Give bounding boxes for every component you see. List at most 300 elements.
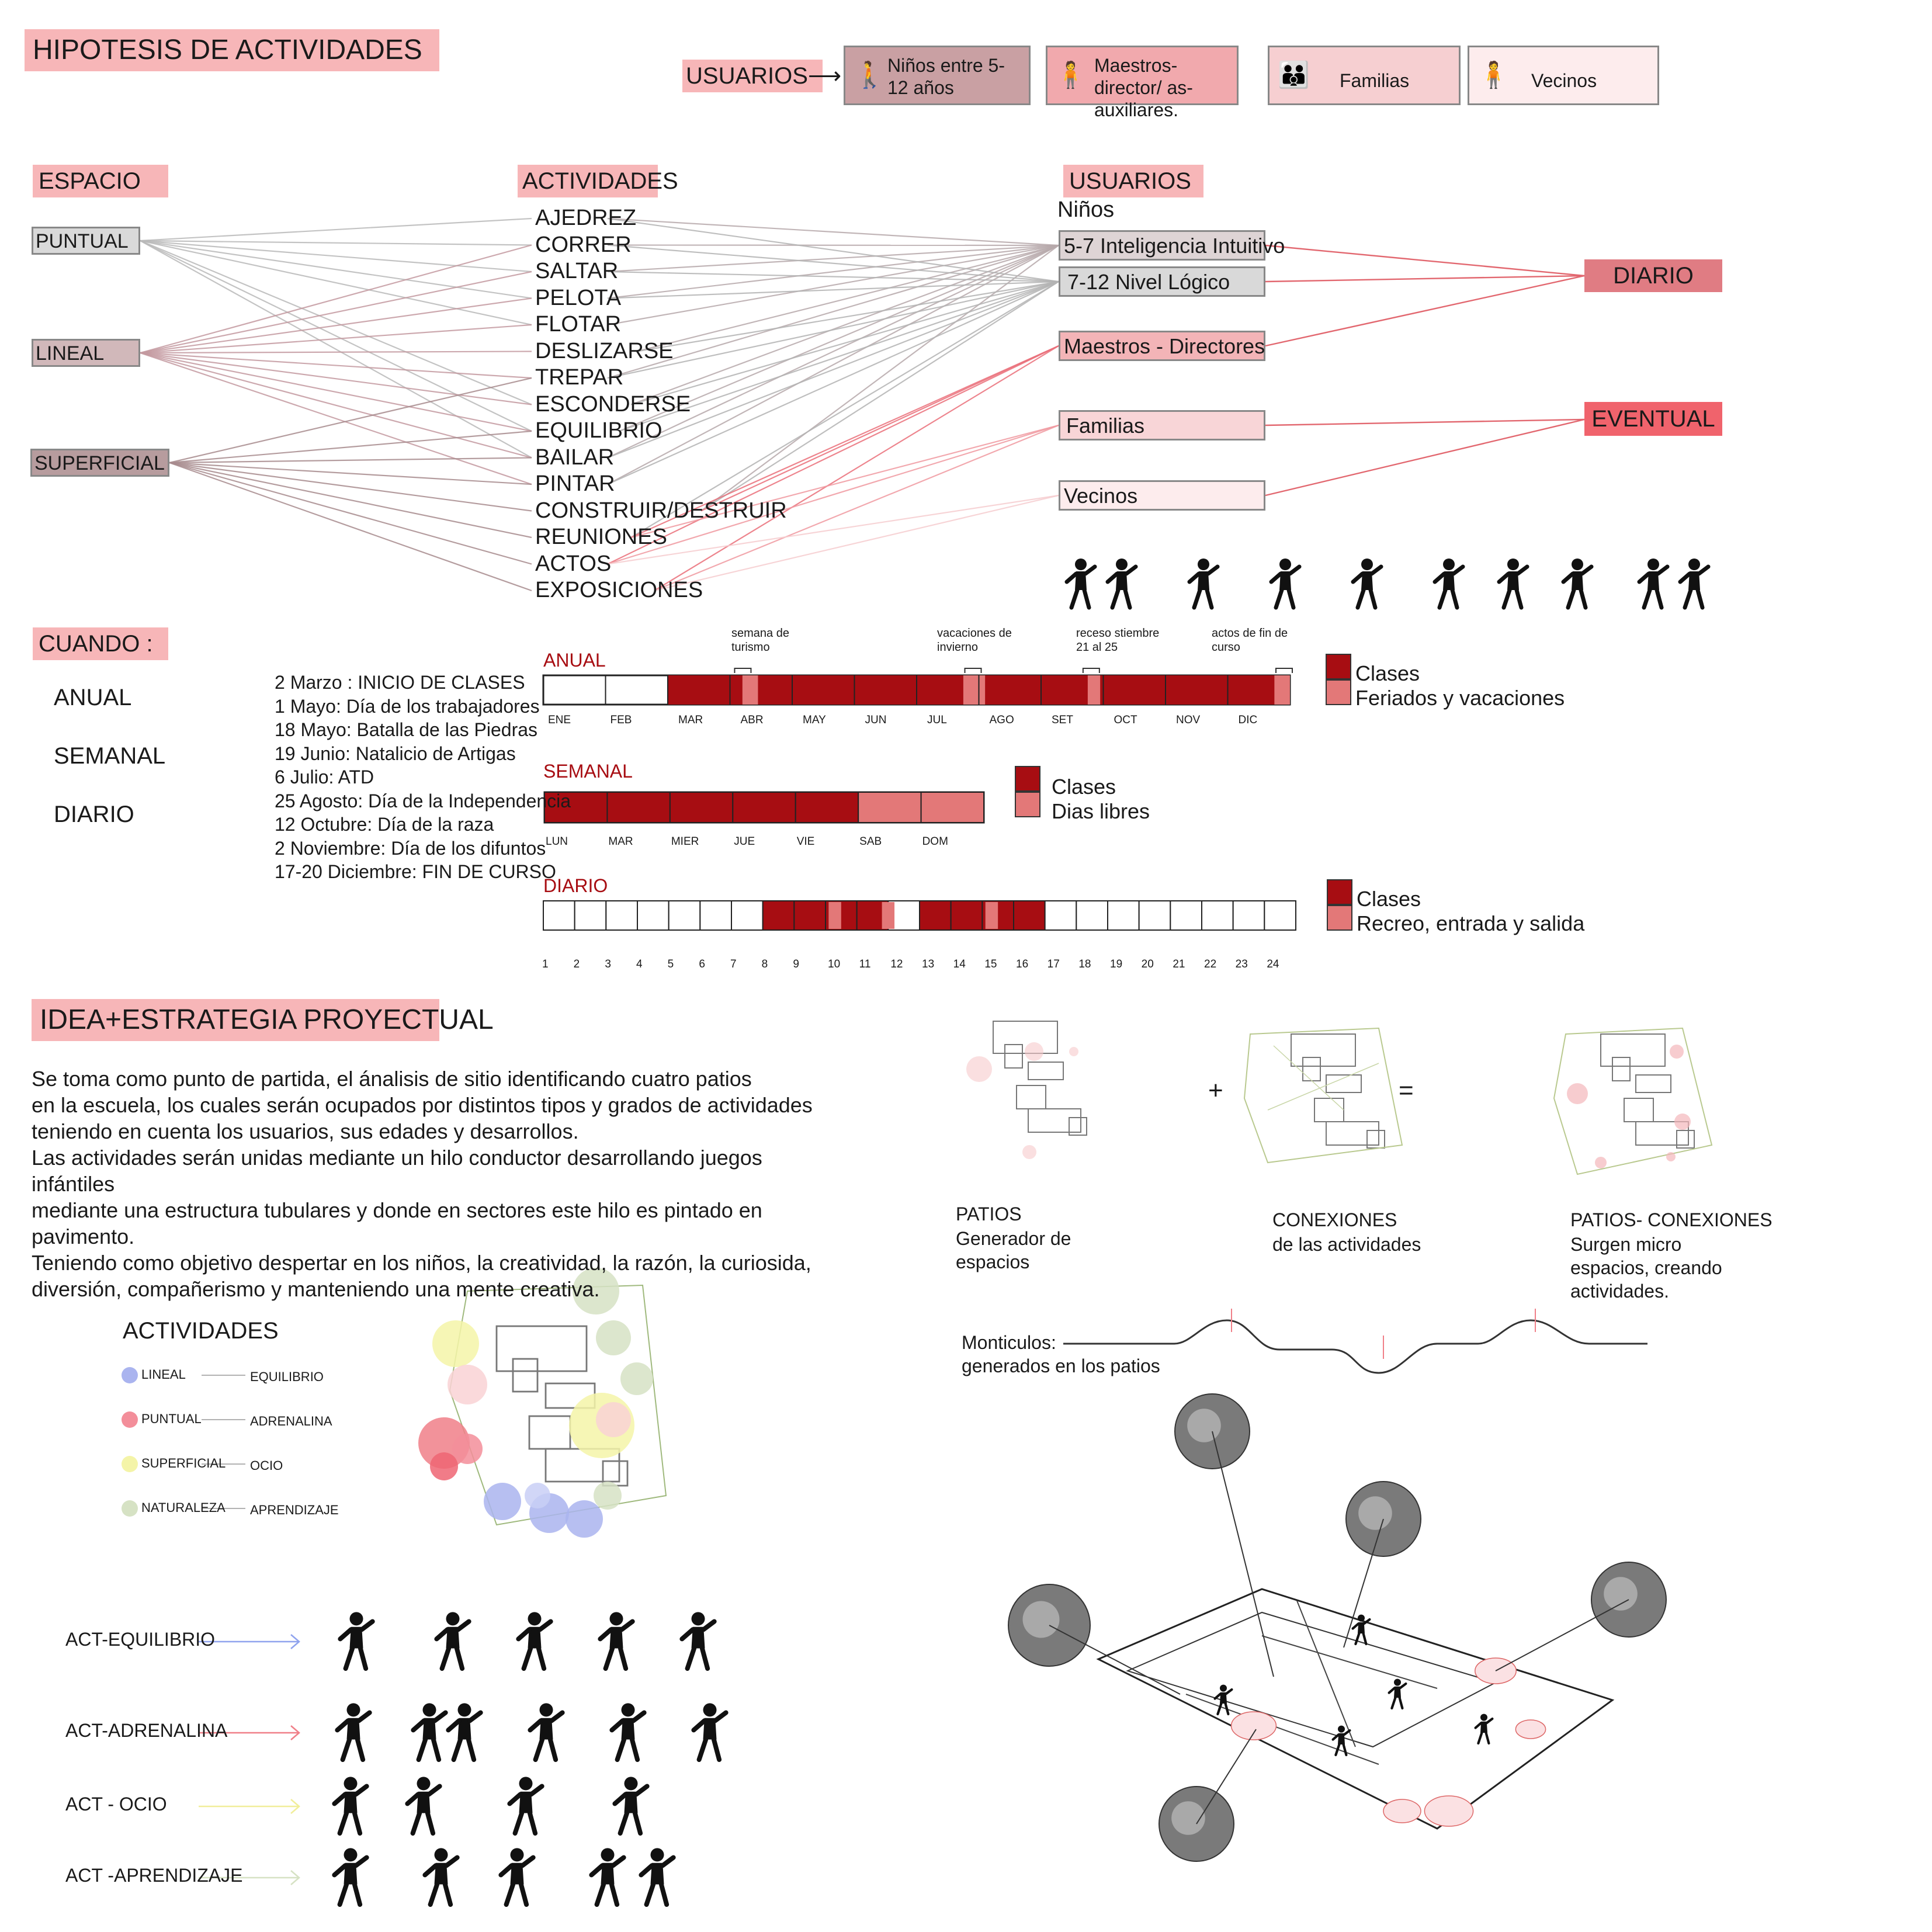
weekday-cell (733, 792, 795, 823)
activity-user-link (631, 282, 1059, 405)
act-row-label: ACT-ADRENALINA (65, 1720, 228, 1741)
legend-dot-puntual (122, 1411, 138, 1428)
user-frequency-link (1265, 419, 1584, 425)
head (1116, 559, 1128, 570)
usuario-5-7: 5-7 Inteligencia Intuitivo (1059, 230, 1265, 261)
child-silhouette-icon (641, 1848, 673, 1905)
annual-holiday (743, 675, 758, 705)
head (1279, 559, 1291, 570)
child-silhouette-icon (448, 1703, 480, 1760)
head (610, 1612, 623, 1625)
head (601, 1848, 615, 1861)
hour-cell (637, 901, 669, 930)
activity-user-link (608, 218, 1059, 245)
photo-detail (1187, 1409, 1221, 1442)
head (1220, 1685, 1227, 1692)
child-silhouette-icon (436, 1612, 469, 1669)
head (1480, 1714, 1487, 1721)
plus-operator: + (1208, 1076, 1223, 1105)
hour-cell (920, 901, 951, 930)
child-silhouette-icon (591, 1848, 623, 1905)
child-silhouette-icon (334, 1777, 366, 1833)
head (528, 1612, 542, 1625)
user-type-label: Maestros-director/ as-auxiliares. (1094, 55, 1193, 120)
diario-chart-label: DIARIO (543, 875, 608, 896)
head (347, 1703, 360, 1716)
activities-legend-title: ACTIVIDADES (123, 1318, 279, 1344)
activity-item: CONSTRUIR/DESTRUIR (535, 498, 787, 523)
date-item: 18 Mayo: Batalla de las Piedras (275, 719, 538, 740)
child-silhouette-icon (1435, 559, 1463, 608)
month-label: DIC (1238, 714, 1258, 726)
weekday-label: SAB (859, 835, 882, 848)
legend-swatch-feriados (1326, 680, 1351, 705)
head (423, 1703, 436, 1716)
weekday-label: VIE (796, 835, 815, 848)
head (692, 1612, 705, 1625)
child-silhouette-icon (1680, 559, 1708, 608)
child-silhouette-icon (501, 1848, 533, 1905)
activity-item: AJEDREZ (535, 206, 637, 230)
building (1636, 1075, 1671, 1092)
user-frequency-link (1265, 419, 1584, 495)
head (458, 1703, 471, 1716)
date-item: 6 Julio: ATD (275, 766, 374, 788)
paragraph-line: en la escuela, los cuales serán ocupados por distintos tipos y grados de actividades (32, 1093, 813, 1117)
hour-label: 9 (793, 958, 799, 970)
usuario-7-12: 7-12 Nivel Lógico (1059, 266, 1265, 297)
hour-label: 3 (605, 958, 611, 970)
month-label: JUL (927, 714, 947, 726)
building (1028, 1062, 1063, 1080)
hour-label: 10 (828, 958, 841, 970)
date-item: 19 Junio: Natalicio de Artigas (275, 743, 516, 764)
hour-label: 6 (699, 958, 705, 970)
photo-detail (1358, 1496, 1392, 1530)
legend-meaning: APRENDIZAJE (250, 1503, 339, 1517)
date-item: 1 Mayo: Día de los trabajadores (275, 695, 540, 717)
child-silhouette-icon (1108, 559, 1136, 608)
building (1005, 1045, 1022, 1068)
patio-circle (1666, 1152, 1676, 1161)
head (1198, 559, 1209, 570)
head (344, 1848, 358, 1861)
activity-user-link (608, 282, 1059, 458)
activity-item: PELOTA (535, 285, 622, 310)
building (1326, 1122, 1379, 1145)
legend-meaning: OCIO (250, 1458, 283, 1473)
recess-block (986, 902, 998, 929)
building (497, 1326, 587, 1371)
espacio-puntual: PUNTUAL (32, 227, 140, 255)
paragraph-line: Las actividades serán unidas mediante un hilo conductor desarrollando juegos infántiles (32, 1146, 762, 1196)
legend-type: PUNTUAL (141, 1411, 202, 1426)
annual-calendar-bar (543, 654, 1351, 705)
espacio-activity-link (140, 241, 532, 405)
patio-ellipse (1515, 1720, 1545, 1739)
head (519, 1777, 533, 1790)
head (651, 1848, 664, 1861)
building (1303, 1057, 1320, 1081)
semanal-chart-label: SEMANAL (543, 761, 633, 782)
recess-block (828, 902, 841, 929)
act-row-label: ACT - OCIO (65, 1794, 167, 1815)
act-row-label: ACT -APRENDIZAJE (65, 1865, 243, 1886)
head (435, 1848, 448, 1861)
paragraph-line: Se toma como punto de partida, el ánalisis de sitio identificando cuatro patios (32, 1067, 752, 1091)
hour-label: 18 (1078, 958, 1091, 970)
weekday-label: LUN (546, 835, 568, 848)
anual-chart-label: ANUAL (543, 650, 606, 671)
child-silhouette-icon (340, 1612, 372, 1669)
patio-circle (1674, 1114, 1691, 1130)
recess-block (882, 902, 894, 929)
annotation-bracket (1083, 668, 1099, 673)
hour-cell (1264, 901, 1296, 930)
espacio-activity-link (140, 352, 532, 353)
head (417, 1777, 431, 1790)
weekday-label: JUE (734, 835, 755, 848)
hour-label: 23 (1235, 958, 1248, 970)
weekday-label: MIER (671, 835, 699, 848)
activity-item: SALTAR (535, 259, 619, 283)
annotation-bracket (734, 668, 751, 673)
caption-sub: de las actividades (1272, 1234, 1421, 1255)
activity-user-link (608, 245, 1059, 325)
child-silhouette-icon (1639, 559, 1667, 608)
paragraph-line: Teniendo como objetivo despertar en los niños, la creatividad, la razón, la curiosida, (32, 1251, 811, 1275)
month-label: NOV (1176, 714, 1201, 726)
month-label: ABR (740, 714, 764, 726)
paragraph-line: teniendo en cuenta los usuarios, sus edades y desarrollos. (32, 1119, 579, 1143)
activity-item: EQUILIBRIO (535, 418, 663, 443)
plan-outline (450, 1285, 666, 1525)
activity-item: CORRER (535, 232, 632, 257)
child-silhouette-icon (407, 1777, 439, 1833)
activity-item: ACTOS (535, 551, 612, 576)
activity-circle (566, 1500, 603, 1538)
legend-diario-clases: Clases (1357, 887, 1421, 911)
monticulos-title: Monticulos: (962, 1332, 1056, 1353)
connections-plan (1291, 1034, 1385, 1148)
legend-semanal-clases: Clases (1052, 775, 1116, 799)
legend-swatch-clases (1326, 654, 1351, 679)
axonometric-plan (1008, 1394, 1666, 1861)
hour-label: 8 (761, 958, 768, 970)
building (1314, 1098, 1344, 1122)
child-silhouette-icon (682, 1612, 714, 1669)
activity-circle (448, 1365, 487, 1404)
head (625, 1777, 638, 1790)
period-diario: DIARIO (54, 802, 134, 827)
building (529, 1416, 570, 1449)
plan-child-icon (1476, 1714, 1493, 1743)
month-label: AGO (989, 714, 1014, 726)
legend-meaning: ADRENALINA (250, 1414, 332, 1428)
monticulos-sub: generados en los patios (962, 1355, 1160, 1376)
espacio-title: ESPACIO (33, 165, 168, 197)
espacio-activity-link (140, 241, 532, 245)
daily-calendar-bar (543, 880, 1352, 930)
annual-holiday (1274, 675, 1290, 705)
child-silhouette-icon (1499, 559, 1527, 608)
date-item: 12 Octubre: Día de la raza (275, 814, 494, 835)
teacher-figure-icon: 🧍 (1055, 61, 1087, 89)
patio-ellipse (1424, 1796, 1473, 1826)
child-silhouette-icon (518, 1612, 550, 1669)
child-silhouette-icon (425, 1848, 457, 1905)
paragraph-line: mediante una estructura tubulares y donde en sectores este hilo es pintado en pavimento. (32, 1198, 762, 1248)
month-label: MAR (678, 714, 703, 726)
date-item: 2 Marzo : INICIO DE CLASES (275, 672, 525, 693)
activity-item: TREPAR (535, 365, 624, 390)
activity-circle (430, 1452, 458, 1480)
activity-user-link (637, 245, 1059, 352)
hour-label: 19 (1110, 958, 1123, 970)
usuario-vecinos: Vecinos (1059, 480, 1265, 511)
activity-user-link (608, 346, 1059, 564)
hour-label: 1 (542, 958, 549, 970)
caption-title: CONEXIONES (1272, 1209, 1397, 1230)
patio-circle (1670, 1045, 1684, 1059)
annotation-bracket (965, 668, 981, 673)
hour-cell (1202, 901, 1233, 930)
espacio-activity-link (169, 463, 532, 564)
head (1688, 559, 1700, 570)
head (1358, 1615, 1365, 1622)
head (540, 1703, 553, 1716)
patio-circle (1025, 1042, 1043, 1061)
relation-lines (140, 218, 1584, 591)
head (1443, 559, 1455, 570)
month-label: OCT (1114, 714, 1137, 726)
cuando-title: CUANDO : (33, 627, 168, 660)
activity-user-link (637, 282, 1059, 352)
activity-item: ESCONDERSE (535, 391, 691, 417)
caption-title: PATIOS (956, 1203, 1022, 1225)
equals-operator: = (1399, 1076, 1414, 1105)
hour-label: 16 (1016, 958, 1029, 970)
weekday-cell (670, 792, 733, 823)
date-item: 17-20 Diciembre: FIN DE CURSO (275, 861, 556, 882)
activity-item: DESLIZARSE (535, 338, 674, 363)
actividades-title: ACTIVIDADES (518, 165, 658, 197)
child-silhouette-icon (1189, 559, 1218, 608)
legend-anual-clases: Clases (1355, 661, 1420, 685)
hour-label: 14 (953, 958, 966, 970)
activity-circle (432, 1320, 479, 1367)
activity-circle (594, 1482, 622, 1510)
activity-item: FLOTAR (535, 312, 622, 337)
hour-label: 12 (890, 958, 903, 970)
head (1361, 559, 1373, 570)
month-label: JUN (865, 714, 887, 726)
hour-label: 5 (667, 958, 674, 970)
activity-item: BAILAR (535, 445, 615, 470)
head (350, 1612, 363, 1625)
patio-circle (966, 1056, 992, 1082)
weekday-cell (796, 792, 858, 823)
head (703, 1703, 717, 1716)
photo-detail (1023, 1601, 1060, 1638)
plan-child-icon (1389, 1679, 1406, 1708)
user-type-familias (1268, 46, 1461, 105)
building (1028, 1109, 1081, 1132)
head (1572, 559, 1583, 570)
idea-paragraph (32, 1066, 849, 1302)
patio-circle (1069, 1047, 1078, 1056)
legend-type: SUPERFICIAL (141, 1456, 226, 1470)
child-silhouette-icon (334, 1848, 366, 1905)
user-frequency-link (1265, 276, 1584, 346)
date-item: 2 Noviembre: Día de los difuntos (275, 837, 546, 859)
page-title: HIPOTESIS DE ACTIVIDADES (25, 29, 439, 71)
hour-cell (731, 901, 763, 930)
activity-user-link (608, 245, 1059, 246)
activity-user-link (631, 245, 1059, 405)
head (511, 1848, 524, 1861)
activity-circle (620, 1362, 653, 1395)
hour-label: 22 (1204, 958, 1217, 970)
hour-cell (1233, 901, 1265, 930)
hour-cell (1170, 901, 1202, 930)
connection-threads (1268, 1046, 1379, 1110)
child-silhouette-icon (693, 1703, 726, 1760)
building (513, 1359, 537, 1392)
legend-meaning: EQUILIBRIO (250, 1369, 324, 1384)
family-figure-icon: 👪 (1278, 61, 1310, 89)
activity-user-link (701, 282, 1059, 511)
user-type-label: Familias (1340, 70, 1410, 91)
frecuencia-eventual: EVENTUAL (1584, 402, 1722, 436)
usuarios-label: USUARIOS⟶ (682, 60, 823, 92)
child-silhouette-icon (1271, 559, 1299, 608)
hour-label: 21 (1173, 958, 1185, 970)
child-silhouette-icon (337, 1703, 369, 1760)
patio-ellipse (1383, 1799, 1421, 1823)
activity-user-link (608, 245, 1059, 272)
activity-item: EXPOSICIONES (535, 578, 703, 602)
courtyard-outline (1128, 1612, 1496, 1747)
patio-circle (1567, 1083, 1588, 1104)
month-label: FEB (610, 714, 632, 726)
hour-cell (669, 901, 700, 930)
child-silhouette-icon (509, 1777, 542, 1833)
annual-holiday (1088, 675, 1100, 705)
hour-cell (1076, 901, 1108, 930)
user-type-label: Vecinos (1531, 70, 1597, 91)
period-semanal: SEMANAL (54, 743, 166, 769)
child-silhouette-icon (1563, 559, 1591, 608)
head (1647, 559, 1659, 570)
espacio-activity-link (140, 353, 532, 378)
building (1601, 1034, 1665, 1066)
annotation-bracket (1276, 668, 1292, 673)
user-frequency-link (1265, 245, 1584, 276)
head (344, 1777, 358, 1790)
period-anual: ANUAL (54, 685, 132, 710)
month-label: SET (1052, 714, 1073, 726)
espacio-lineal: LINEAL (32, 339, 140, 367)
caption-sub: Generador de espacios (956, 1228, 1071, 1272)
patio-circle (1595, 1157, 1607, 1168)
legend-type: LINEAL (141, 1367, 186, 1382)
user-frequency-link (1265, 276, 1584, 282)
building (1624, 1098, 1653, 1122)
head (1507, 559, 1519, 570)
usuarios-title: USUARIOS (1063, 165, 1203, 197)
usuario-familias: Familias (1059, 410, 1265, 440)
user-type-ninos (844, 46, 1031, 105)
hour-label: 17 (1047, 958, 1060, 970)
activity-item: PINTAR (535, 471, 615, 496)
caption-title: PATIOS- CONEXIONES (1570, 1209, 1773, 1230)
activity-circle (484, 1483, 521, 1520)
hour-cell (1108, 901, 1139, 930)
child-silhouette-icon (615, 1777, 647, 1833)
month-label: MAY (803, 714, 826, 726)
hour-cell (763, 901, 795, 930)
annual-annotation: semana de turismo (731, 627, 789, 654)
legend-dot-naturaleza (122, 1500, 138, 1517)
hour-cell (1139, 901, 1171, 930)
activity-circle (596, 1320, 631, 1355)
photo-detail (1604, 1577, 1638, 1611)
hour-cell (951, 901, 983, 930)
legend-swatch-recreo (1327, 906, 1352, 930)
espacio-activity-link (140, 245, 532, 353)
hour-label: 11 (859, 958, 871, 970)
annual-annotation: vacaciones de invierno (937, 627, 1012, 654)
photo-leader (1496, 1600, 1629, 1671)
hour-label: 15 (984, 958, 997, 970)
activity-user-link (654, 346, 1059, 591)
hour-cell (606, 901, 637, 930)
head (1338, 1726, 1345, 1733)
building (1612, 1057, 1630, 1081)
child-silhouette-icon (413, 1703, 445, 1760)
date-item: 25 Agosto: Día de la Independencia (275, 790, 571, 811)
legend-dot-superficial (122, 1456, 138, 1472)
legend-type: NATURALEZA (141, 1500, 226, 1515)
month-label: ENE (548, 714, 571, 726)
neighbor-figure-icon: 🧍 (1477, 61, 1510, 89)
frecuencia-diario: DIARIO (1584, 259, 1722, 292)
idea-title: IDEA+ESTRATEGIA PROYECTUAL (32, 999, 439, 1041)
head (1394, 1679, 1401, 1686)
child-silhouette-icon (530, 1703, 562, 1760)
child-silhouette-icon (600, 1612, 632, 1669)
child-silhouette-icon (1353, 559, 1381, 608)
building (1017, 1085, 1046, 1109)
hour-cell (794, 901, 825, 930)
hour-cell (1045, 901, 1077, 930)
weekday-label: MAR (608, 835, 633, 848)
legend-swatch-clases (1015, 766, 1040, 791)
weekday-cell (921, 792, 984, 823)
legend-anual-feriados: Feriados y vacaciones (1355, 686, 1565, 710)
act-row-label: ACT-EQUILIBRIO (65, 1629, 216, 1650)
hour-label: 13 (922, 958, 935, 970)
hour-label: 20 (1141, 958, 1154, 970)
activity-user-link (608, 245, 1059, 484)
legend-diario-recreo: Recreo, entrada y salida (1357, 911, 1585, 935)
annual-annotation: actos de fin de curso (1212, 627, 1288, 654)
legend-swatch-libres (1015, 792, 1040, 817)
user-type-vecinos (1468, 46, 1659, 105)
hour-label: 2 (573, 958, 580, 970)
weekday-label: DOM (922, 835, 948, 848)
